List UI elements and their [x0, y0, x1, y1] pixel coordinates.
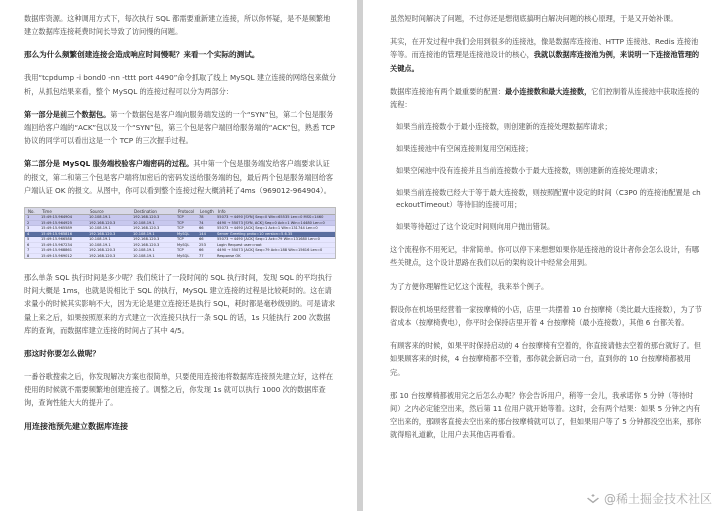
capture-cell: 5 — [27, 237, 30, 242]
paragraph — [24, 108, 336, 148]
capture-cell: 192.168.120.3 — [133, 242, 160, 247]
capture-cell: 192.168.120.3 — [89, 231, 116, 236]
capture-row — [25, 254, 335, 260]
capture-cell: 55073 → 4490 [ACK] Seq=1 Ack=79 Win=131680 Len=0 — [217, 237, 320, 242]
bold-lead: 第二部分是 MySQL 服务端校验客户端密码的过程。 — [24, 159, 194, 169]
capture-cell: 15:49:15.966588 — [41, 237, 73, 242]
packet-capture-image — [24, 207, 336, 259]
capture-cell: 10.108.19.1 — [133, 220, 155, 225]
watermark-text: @稀土掘金技术社区 — [603, 492, 712, 506]
left-page — [0, 0, 357, 511]
bold-lead: 第一部分是前三个数据包。 — [24, 109, 111, 119]
bold-text: 最小连接数和最大连接数， — [505, 86, 592, 96]
capture-column-header: No. — [28, 209, 35, 215]
capture-cell: 192.168.120.3 — [89, 220, 116, 225]
capture-column-header: Protocol — [178, 209, 195, 215]
capture-column-header: Destination — [134, 209, 157, 215]
capture-cell: 8 — [27, 253, 30, 258]
capture-cell: 66 — [199, 226, 204, 231]
capture-cell: Login Request user=root — [217, 242, 262, 247]
capture-cell: 4 — [27, 231, 30, 236]
capture-cell: 15:49:15.968861 — [41, 248, 73, 253]
capture-cell: 77 — [199, 253, 204, 258]
capture-cell: 66 — [199, 248, 204, 253]
list-item: 如果等待超过了这个设定时间则向用户抛出错误。 — [396, 222, 555, 232]
paragraph-text: 它们控制着从连接池中获取连接的流程： — [390, 86, 700, 110]
paragraph: 一番谷歌搜索之后，你发现解决方案也很简单，只要使用连接池将数据库连接预先建立好，这样在使用的时候就不需要频繁地创建连接了。调整之后，你发现 1s 就可以执行 1000 次的数据库查询，查询性能大大的提升了。 — [24, 372, 334, 408]
capture-cell: TCP — [177, 220, 184, 225]
capture-cell: 192.168.120.3 — [133, 237, 160, 242]
capture-cell: 1 — [27, 215, 30, 220]
paragraph: 为了方便你理解性记忆这个流程，我来举个例子。 — [390, 281, 549, 291]
right-page — [363, 0, 720, 511]
capture-cell: 74 — [199, 220, 204, 225]
capture-cell: MySQL — [177, 231, 190, 236]
capture-cell: 192.168.120.3 — [133, 215, 160, 220]
capture-cell: MySQL — [177, 253, 190, 258]
capture-cell: 10.108.19.1 — [133, 231, 155, 236]
paragraph: 假设你在机场里经营着一家按摩椅的小店，店里一共摆着 10 台按摩椅（类比最大连接数），为了节省成本（按摩椅费电），你平时会保持店里开着 4 台按摩椅（最小连接数），其他 6 台都关着。 — [390, 304, 702, 328]
paragraph-text: 数据库连接池有两个最重要的配置： — [390, 86, 506, 96]
capture-cell: 15:49:15.964904 — [41, 215, 73, 220]
capture-cell: TCP — [177, 237, 184, 242]
capture-cell: 144 — [199, 231, 206, 236]
paragraph: 那 10 台按摩椅都被用完之后怎么办呢？你会告诉用户，稍等一会儿，我承诺你 5 分钟（等待时间）之内必定能空出来，然后第 11 位用户就开始等着。这时，会有两个结果：如果 5 分钟之内有空出来的，那顾客直接去空出来的那台按摩椅就可以了，但如果用户等了 5 分钟都没空出来，那你就得赔礼道歉，让用户去其他店再看看。 — [390, 390, 702, 440]
capture-column-header: Time — [42, 209, 52, 215]
paragraph: 虽然短时间解决了问题，不过你还是想彻底搞明白解决问题的核心原理，于是又开始补课。 — [390, 14, 678, 23]
bold-text: 我就以数据库连接池为例，来说明一下连接池管理的关键点。 — [390, 50, 700, 73]
capture-cell: 6 — [27, 242, 30, 247]
capture-cell: 15:49:15.964925 — [41, 220, 73, 225]
capture-cell: TCP — [177, 248, 184, 253]
right-page-content — [390, 12, 702, 452]
section-question: 那么为什么频繁创建连接会造成响应时间慢呢？来看一个实际的测试。 — [24, 50, 260, 60]
capture-header — [25, 208, 335, 215]
paragraph: 这个流程你不用死记，非常简单。你可以停下来想想如果你是连接池的设计者你会怎么设计，有哪些关键点，这个设计思路在我们以后的架构设计中经常会用到。 — [390, 245, 700, 268]
paragraph-text: 其实，在开发过程中我们会用到很多的连接池，像是数据库连接池、HTTP 连接池、Redis 连接池等等。而连接池的管理是连接池设计的核心， — [390, 37, 699, 60]
capture-rows — [25, 215, 335, 259]
list-item: 如果空闲池中没有连接并且当前连接数小于最大连接数，则创建新的连接处理请求； — [396, 166, 662, 176]
paragraph — [390, 35, 702, 75]
capture-cell: 3 — [27, 226, 30, 231]
capture-cell: 7 — [27, 248, 30, 253]
capture-cell: 15:49:15.965589 — [41, 226, 73, 231]
capture-cell: 192.168.120.3 — [89, 248, 116, 253]
paragraph — [24, 157, 336, 197]
capture-cell: 10.108.19.1 — [89, 237, 111, 242]
paragraph-text: 第一个数据包是客户端向服务端发送的一个“SYN”包，第二个包是服务端回给客户端的“ACK”包以及一个“SYN”包，第三个包是客户端回给服务端的“ACK”包，熟悉 TCP 协议的同学可以看出这是一个 TCP 的三次握手过程。 — [24, 109, 335, 146]
capture-cell: 15:49:15.969012 — [41, 253, 73, 258]
capture-cell: 4490 → 55073 [SYN, ACK] Seq=0 Ack=1 Win=14480 Len=0 — [217, 220, 325, 225]
capture-column-header: Length — [200, 209, 214, 215]
capture-cell: 10.108.19.1 — [89, 242, 111, 247]
paragraph — [390, 85, 702, 111]
capture-cell: 2 — [27, 220, 30, 225]
capture-cell: Server Greeting proto=10 version=5.6.35 — [217, 231, 293, 236]
capture-cell: 55073 → 4490 [SYN] Seq=0 Win=65535 Len=0 MSS=1460 — [217, 215, 324, 220]
list-item: 如果当前连接数小于最小连接数，则创建新的连接处理数据库请求； — [396, 122, 612, 132]
capture-cell: 15:49:15.965816 — [41, 231, 73, 236]
left-page-content — [24, 12, 336, 433]
capture-cell: 55073 → 4490 [ACK] Seq=1 Ack=1 Win=131744 Len=0 — [217, 226, 318, 231]
capture-cell: 10.108.19.1 — [133, 248, 155, 253]
capture-cell: TCP — [177, 226, 184, 231]
paragraph: 我用“tcpdump -i bond0 -nn -tttt port 4490”命令抓取了线上 MySQL 建立连接的网络包来做分析，从抓包结果来看，整个 MySQL 的连接过程可以分为两部分： — [24, 73, 337, 96]
capture-column-header: Info — [218, 209, 226, 215]
capture-cell: 66 — [199, 237, 204, 242]
capture-cell: MySQL — [177, 242, 190, 247]
capture-cell: 10.108.19.1 — [89, 226, 111, 231]
capture-cell: 10.108.19.1 — [133, 253, 155, 258]
juejin-logo-icon — [586, 492, 600, 506]
paragraph: 有顾客来的时候，如果平时保持启动的 4 台按摩椅有空着的，你直接请他去空着的那台就好了。但如果顾客来的时候，4 台按摩椅都不空着，那你就会新启动一台，直到你的 10 台按摩椅都被用完。 — [390, 341, 702, 377]
paragraph: 数据库资源。这种调用方式下，每次执行 SQL 都需要重新建立连接，所以你怀疑，是不是频繁地建立数据库连接耗费时间长导致了访问慢的问题。 — [24, 14, 331, 37]
section-question: 那这时你要怎么做呢？ — [24, 349, 100, 359]
capture-column-header: Source — [90, 209, 104, 215]
paragraph: 那么单条 SQL 执行时间是多少呢？我们统计了一段时间的 SQL 执行时间，发现 SQL 的平均执行时间大概是 1ms，也就是说相比于 SQL 的执行，MySQL 建立连接的过程是比较耗时的。这在请求量小的时候其实影响不大，因为无论是建立连接还是执行 SQL，耗时都是毫秒级别的。可是请求量上来之后，如果按照原来的方式建立一次连接只执行一条 SQL 的话，1s 只能执行 200 次数据库的查询，而数据库建立连接的时间占了其中 4/5。 — [24, 273, 336, 335]
capture-cell: 78 — [199, 215, 204, 220]
capture-cell: Response OK — [217, 253, 241, 258]
capture-cell: 253 — [199, 242, 206, 247]
watermark — [586, 490, 712, 507]
capture-cell: 10.108.19.1 — [89, 215, 111, 220]
capture-cell: 192.168.120.3 — [89, 253, 116, 258]
capture-cell: 15:49:15.967234 — [41, 242, 73, 247]
capture-cell: TCP — [177, 215, 184, 220]
section-heading: 用连接池预先建立数据库连接 — [24, 421, 128, 431]
paragraph-text: 其中第一个包是服务端发给客户端要求认证的报文，第二和第三个包是客户端将加密后的密码发送给服务端的包，最后两个包是服务端回给客户端认证 OK 的报文。从图中，你可以看到整个连接过程大概消耗了4ms（969012-964904）。 — [24, 159, 334, 195]
capture-cell: 192.168.120.3 — [133, 226, 160, 231]
list-item: 如果当前连接数已经大于等于最大连接数，则按照配置中设定的时间（C3P0 的连接池配置是 checkoutTimeout）等待旧的连接可用； — [396, 188, 701, 210]
list-item: 如果连接池中有空闲连接则复用空闲连接； — [396, 144, 533, 154]
capture-cell: 4490 → 55073 [ACK] Seq=79 Ack=188 Win=15616 Len=0 — [217, 248, 323, 253]
